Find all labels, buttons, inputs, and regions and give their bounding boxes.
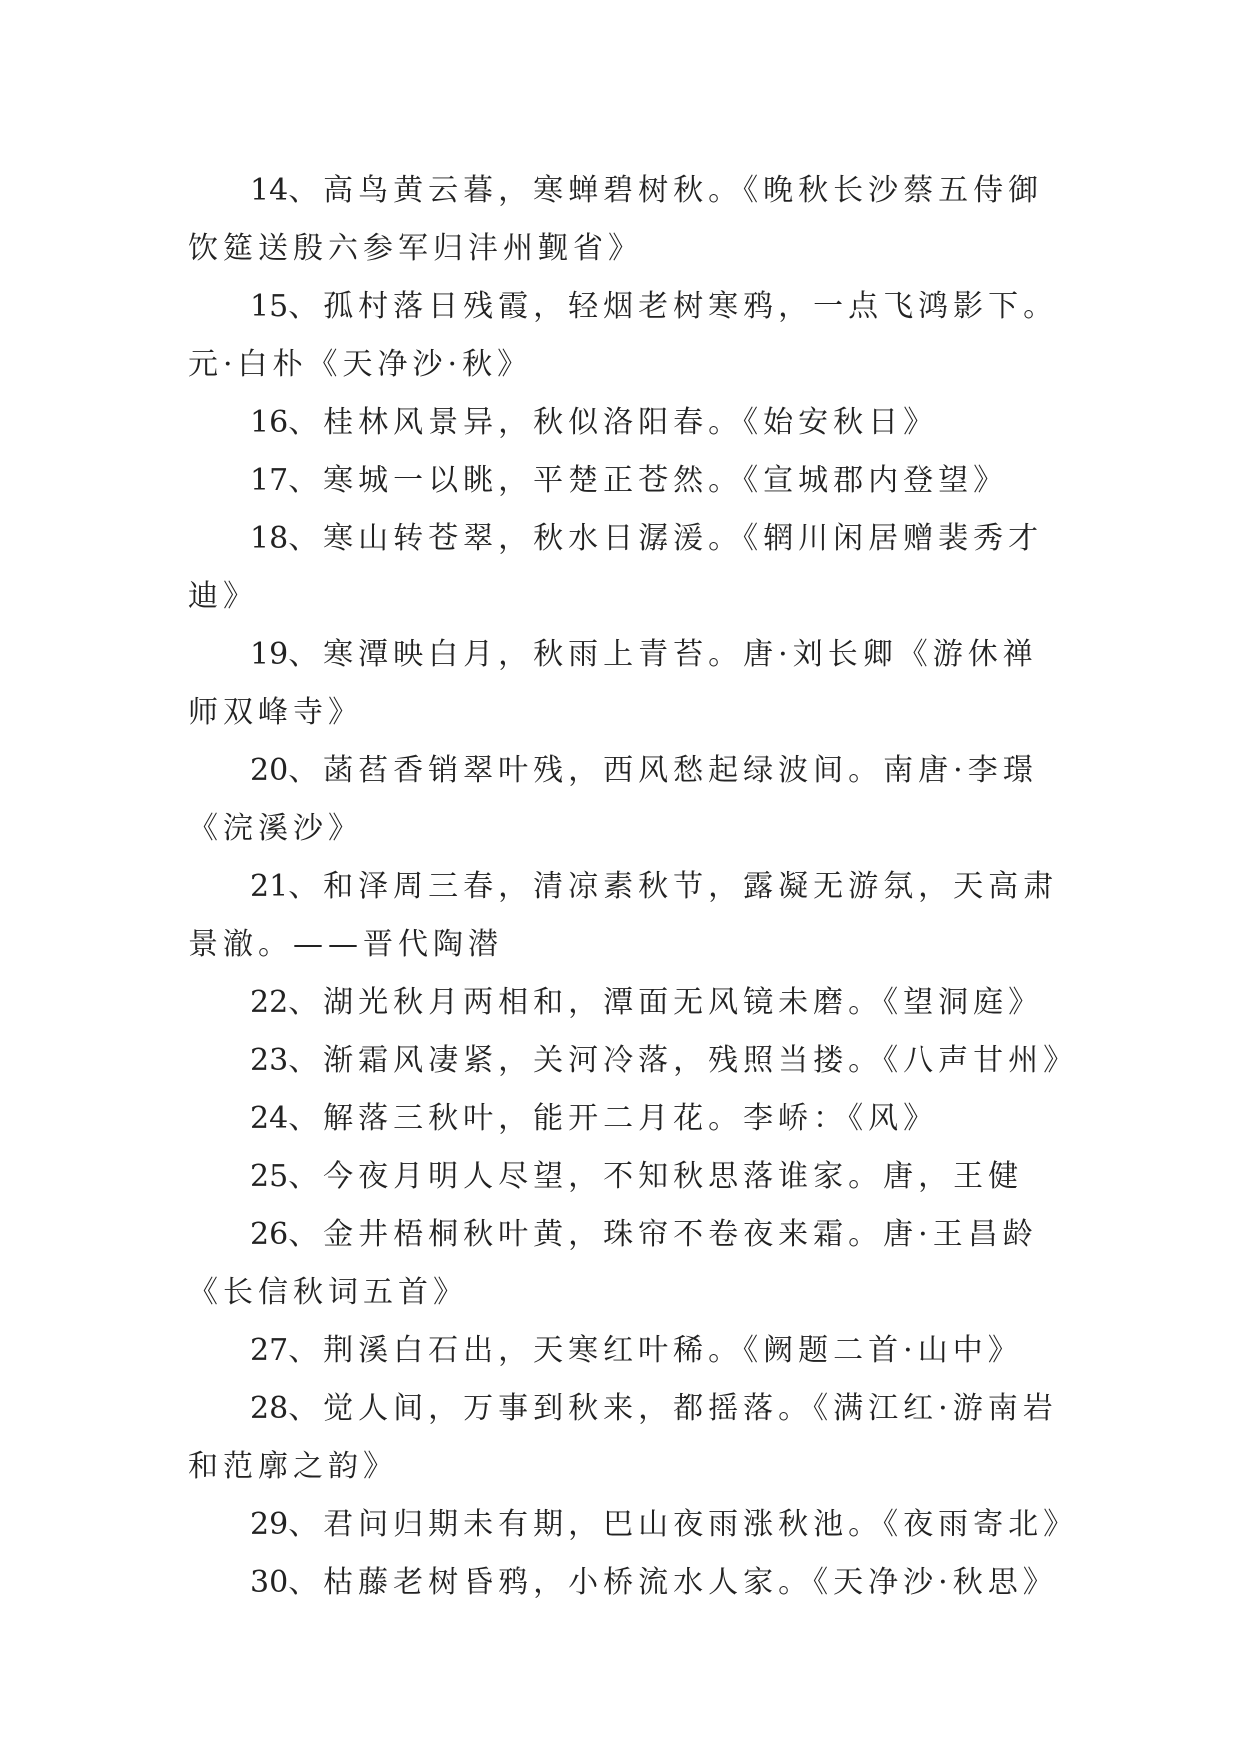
line-number: 15	[250, 289, 289, 324]
poem-line-26	[188, 1206, 1068, 1322]
line-number: 27	[250, 1333, 289, 1368]
line-text: 、桂林风景异，秋似洛阳春。《始安秋日》	[288, 405, 939, 440]
poem-list	[188, 162, 1079, 1612]
poem-line-19	[188, 626, 1068, 742]
poem-line-14	[188, 162, 1068, 278]
poem-line-15	[188, 278, 1068, 394]
line-text: 、觉人间，万事到秋来，都摇落。《满江红·游南岩和范廓之韵》	[188, 1391, 1058, 1484]
poem-line-28	[188, 1380, 1068, 1496]
line-number: 26	[250, 1217, 289, 1252]
line-number: 28	[250, 1391, 289, 1426]
poem-line-18	[188, 510, 1068, 626]
line-number: 21	[250, 869, 289, 904]
line-text: 、寒潭映白月，秋雨上青苔。唐·刘长卿《游休禅师双峰寺》	[188, 637, 1038, 730]
line-text: 、君问归期未有期，巴山夜雨涨秋池。《夜雨寄北》	[288, 1507, 1079, 1542]
line-text: 、寒城一以眺，平楚正苍然。《宣城郡内登望》	[288, 463, 1009, 498]
line-number: 19	[250, 637, 289, 672]
poem-line-30	[188, 1554, 1068, 1612]
line-text: 、菡萏香销翠叶残，西风愁起绿波间。南唐·李璟《浣溪沙》	[188, 753, 1038, 846]
line-text: 、高鸟黄云暮，寒蝉碧树秋。《晚秋长沙蔡五侍御饮筵送殷六参军归沣州觐省》	[188, 173, 1044, 266]
line-text: 、孤村落日残霞，轻烟老树寒鸦，一点飞鸿影下。元·白朴《天净沙·秋》	[188, 289, 1059, 382]
poem-line-24	[188, 1090, 1068, 1148]
line-text: 、金井梧桐秋叶黄，珠帘不卷夜来霜。唐·王昌龄《长信秋词五首》	[188, 1217, 1038, 1310]
line-number: 16	[250, 405, 289, 440]
line-text: 、渐霜风凄紧，关河冷落，残照当搂。《八声甘州》	[288, 1043, 1079, 1078]
poem-line-29	[188, 1496, 1079, 1554]
line-number: 30	[250, 1565, 289, 1600]
line-number: 29	[250, 1507, 289, 1542]
line-number: 24	[250, 1101, 289, 1136]
line-number: 14	[250, 173, 289, 208]
line-number: 17	[250, 463, 289, 498]
poem-line-17	[188, 452, 1068, 510]
line-text: 、今夜月明人尽望，不知秋思落谁家。唐，王健	[288, 1159, 1024, 1194]
line-number: 18	[250, 521, 289, 556]
poem-line-16	[188, 394, 1068, 452]
line-number: 23	[250, 1043, 289, 1078]
line-text: 、湖光秋月两相和，潭面无风镜未磨。《望洞庭》	[288, 985, 1044, 1020]
line-number: 22	[250, 985, 289, 1020]
poem-line-20	[188, 742, 1068, 858]
line-text: 、解落三秋叶，能开二月花。李峤：《风》	[288, 1101, 939, 1136]
poem-line-21	[188, 858, 1068, 974]
line-text: 、和泽周三春，清凉素秋节，露凝无游氛，天高肃景澈。——晋代陶潜	[188, 869, 1059, 962]
line-text: 、枯藤老树昏鸦，小桥流水人家。《天净沙·秋思》	[288, 1565, 1058, 1600]
line-text: 、荆溪白石出，天寒红叶稀。《阙题二首·山中》	[288, 1333, 1023, 1368]
line-text: 、寒山转苍翠，秋水日潺湲。《辋川闲居赠裴秀才迪》	[188, 521, 1044, 614]
poem-line-22	[188, 974, 1068, 1032]
poem-line-25	[188, 1148, 1068, 1206]
poem-line-27	[188, 1322, 1068, 1380]
line-number: 25	[250, 1159, 289, 1194]
line-number: 20	[250, 753, 289, 788]
poem-line-23	[188, 1032, 1079, 1090]
